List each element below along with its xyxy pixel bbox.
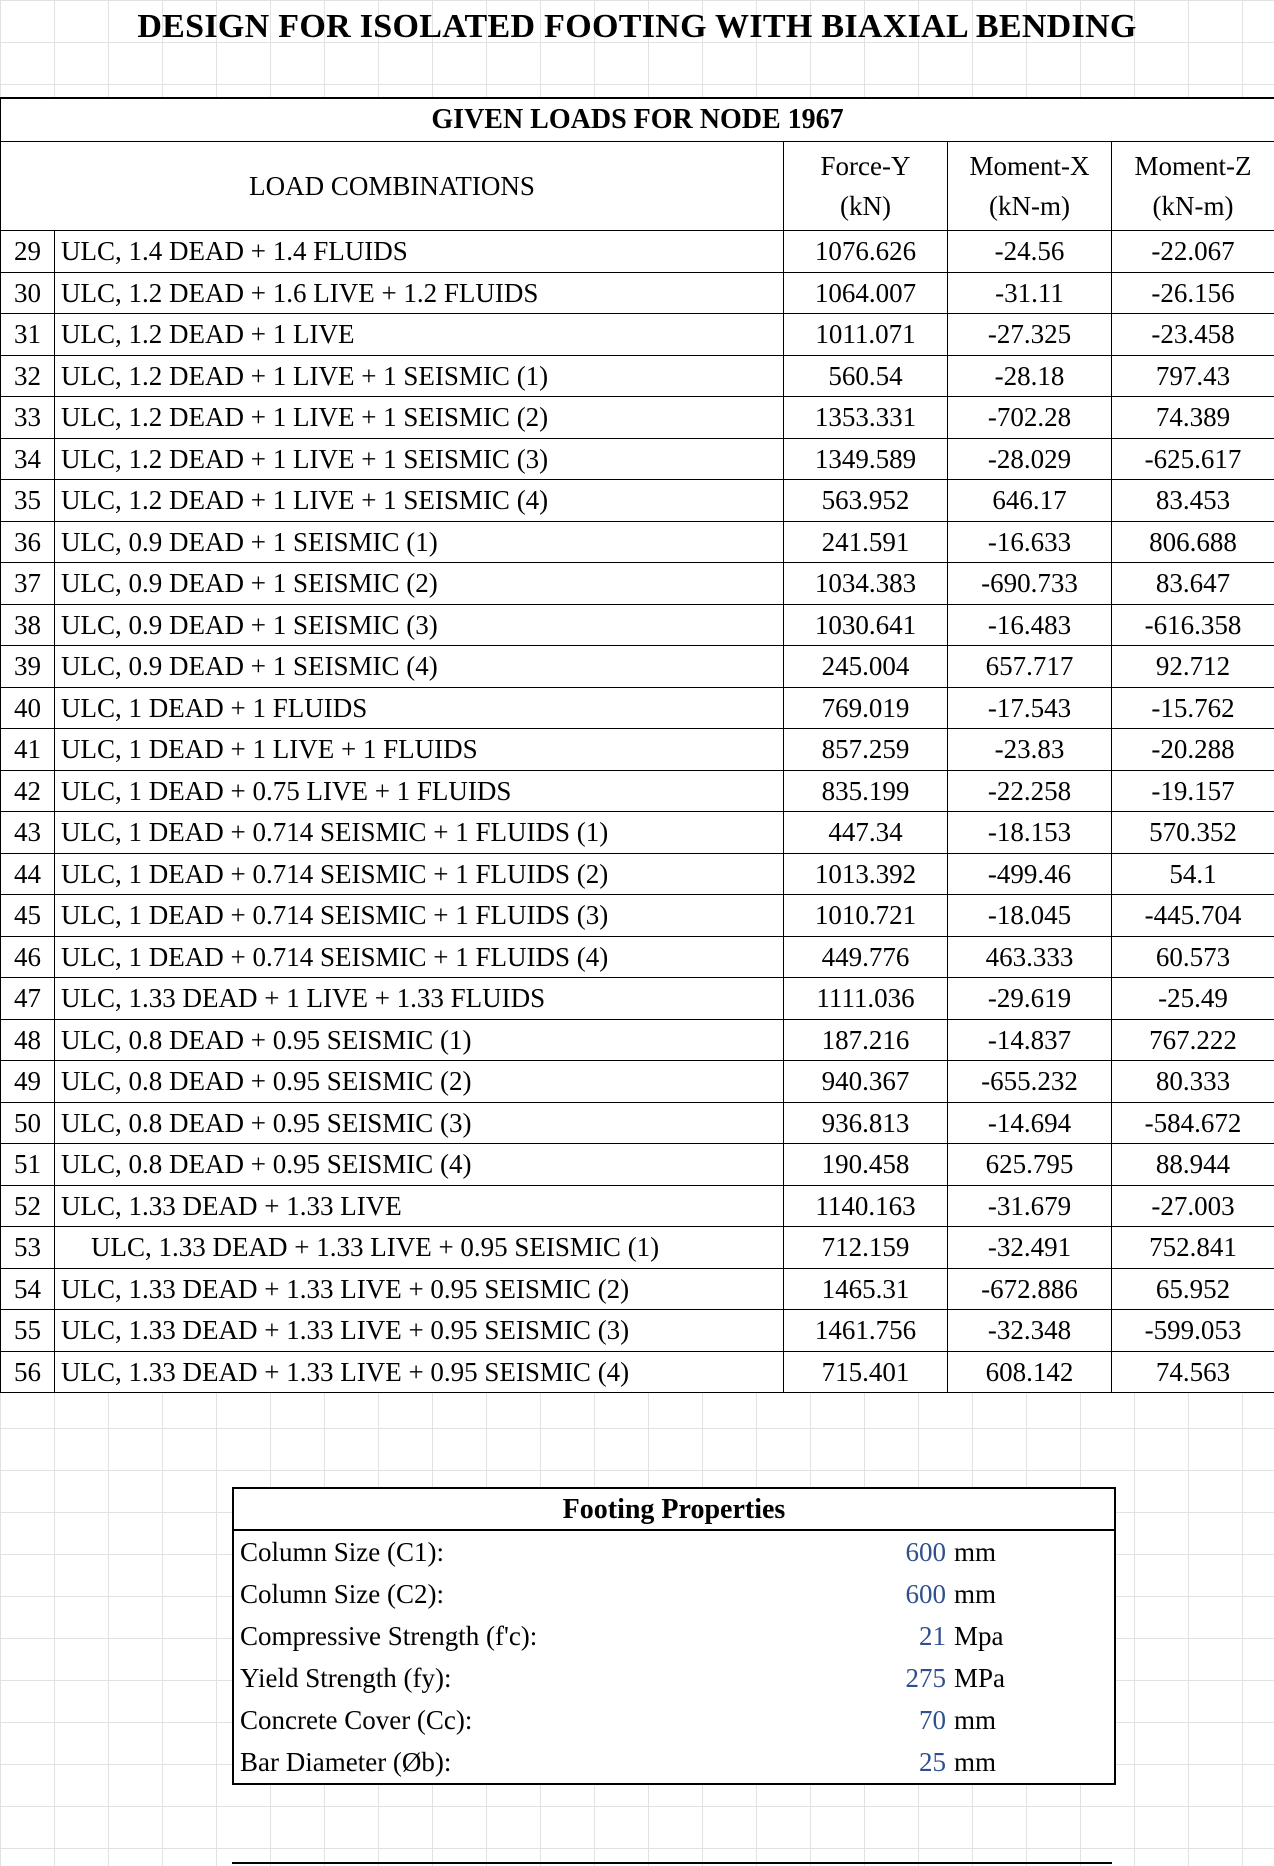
row-number: 29	[1, 231, 55, 273]
row-number: 51	[1, 1144, 55, 1186]
row-number: 55	[1, 1310, 55, 1352]
moment-z-value: 806.688	[1112, 521, 1274, 563]
moment-x-value: -655.232	[948, 1061, 1112, 1103]
moment-x-value: -27.325	[948, 314, 1112, 356]
combination-name: ULC, 1.33 DEAD + 1.33 LIVE + 0.95 SEISMIC (2)	[55, 1268, 784, 1310]
table-row	[1, 1227, 1274, 1269]
table-row	[1, 231, 1274, 273]
prop-column-size-c1	[234, 1531, 1114, 1573]
moment-z-value: -15.762	[1112, 687, 1274, 729]
row-number: 56	[1, 1351, 55, 1393]
moment-x-value: -28.18	[948, 355, 1112, 397]
moment-z-value: 83.647	[1112, 563, 1274, 605]
force-y-value: 245.004	[784, 646, 948, 688]
prop-unit: mm	[954, 1747, 997, 1777]
moment-x-value: -31.11	[948, 272, 1112, 314]
force-y-value: 1461.756	[784, 1310, 948, 1352]
row-number: 30	[1, 272, 55, 314]
moment-x-value: -14.837	[948, 1019, 1112, 1061]
force-y-value: 1076.626	[784, 231, 948, 273]
table-row	[1, 272, 1274, 314]
table-row	[1, 729, 1274, 771]
table-row	[1, 521, 1274, 563]
force-y-value: 1111.036	[784, 978, 948, 1020]
force-y-value: 940.367	[784, 1061, 948, 1103]
combination-name: ULC, 1 DEAD + 1 LIVE + 1 FLUIDS	[55, 729, 784, 771]
row-number: 45	[1, 895, 55, 937]
combination-name: ULC, 0.8 DEAD + 0.95 SEISMIC (4)	[55, 1144, 784, 1186]
force-y-value: 563.952	[784, 480, 948, 522]
row-number: 37	[1, 563, 55, 605]
prop-unit: mm	[954, 1705, 997, 1735]
combination-name: ULC, 1 DEAD + 0.75 LIVE + 1 FLUIDS	[55, 770, 784, 812]
force-y-value: 560.54	[784, 355, 948, 397]
row-number: 31	[1, 314, 55, 356]
prop-yield-strength	[234, 1657, 1114, 1699]
moment-z-value: -19.157	[1112, 770, 1274, 812]
prop-value[interactable]: 600	[905, 1537, 946, 1567]
row-number: 43	[1, 812, 55, 854]
bottom-border-line	[232, 1862, 1112, 1864]
row-number: 42	[1, 770, 55, 812]
prop-label: Column Size (C2):	[240, 1579, 444, 1609]
loads-section-title: GIVEN LOADS FOR NODE 1967	[1, 98, 1274, 142]
moment-x-value: -14.694	[948, 1102, 1112, 1144]
moment-z-value: 74.563	[1112, 1351, 1274, 1393]
table-row	[1, 1144, 1274, 1186]
force-y-value: 449.776	[784, 936, 948, 978]
row-number: 34	[1, 438, 55, 480]
header-force-y	[784, 142, 948, 231]
table-row	[1, 1019, 1274, 1061]
row-number: 47	[1, 978, 55, 1020]
moment-z-value: 752.841	[1112, 1227, 1274, 1269]
table-row	[1, 1268, 1274, 1310]
header-force-y-unit: (kN)	[840, 191, 891, 221]
moment-z-value: 80.333	[1112, 1061, 1274, 1103]
moment-z-value: 74.389	[1112, 397, 1274, 439]
row-number: 35	[1, 480, 55, 522]
moment-x-value: -16.483	[948, 604, 1112, 646]
force-y-value: 1010.721	[784, 895, 948, 937]
moment-z-value: -23.458	[1112, 314, 1274, 356]
moment-z-value: 65.952	[1112, 1268, 1274, 1310]
moment-x-value: -499.46	[948, 853, 1112, 895]
row-number: 48	[1, 1019, 55, 1061]
moment-x-value: -28.029	[948, 438, 1112, 480]
force-y-value: 241.591	[784, 521, 948, 563]
table-row	[1, 604, 1274, 646]
row-number: 38	[1, 604, 55, 646]
table-row	[1, 1102, 1274, 1144]
row-number: 46	[1, 936, 55, 978]
moment-x-value: -690.733	[948, 563, 1112, 605]
combination-name: ULC, 1.33 DEAD + 1.33 LIVE	[55, 1185, 784, 1227]
moment-z-value: 797.43	[1112, 355, 1274, 397]
table-row	[1, 895, 1274, 937]
table-row	[1, 480, 1274, 522]
moment-x-value: -18.153	[948, 812, 1112, 854]
table-row	[1, 1351, 1274, 1393]
force-y-value: 1034.383	[784, 563, 948, 605]
moment-z-value: 54.1	[1112, 853, 1274, 895]
prop-concrete-cover	[234, 1699, 1114, 1741]
table-row	[1, 646, 1274, 688]
combination-name: ULC, 0.9 DEAD + 1 SEISMIC (1)	[55, 521, 784, 563]
header-moment-x-label: Moment-X	[969, 151, 1090, 181]
prop-value[interactable]: 275	[905, 1663, 946, 1693]
moment-z-value: -20.288	[1112, 729, 1274, 771]
row-number: 36	[1, 521, 55, 563]
moment-x-value: -32.348	[948, 1310, 1112, 1352]
moment-x-value: 657.717	[948, 646, 1112, 688]
force-y-value: 1013.392	[784, 853, 948, 895]
table-row	[1, 812, 1274, 854]
force-y-value: 1353.331	[784, 397, 948, 439]
combination-name: ULC, 1.33 DEAD + 1 LIVE + 1.33 FLUIDS	[55, 978, 784, 1020]
moment-z-value: -445.704	[1112, 895, 1274, 937]
row-number: 54	[1, 1268, 55, 1310]
prop-value[interactable]: 70	[919, 1705, 946, 1735]
table-row	[1, 397, 1274, 439]
combination-name: ULC, 1.2 DEAD + 1 LIVE + 1 SEISMIC (1)	[55, 355, 784, 397]
row-number: 32	[1, 355, 55, 397]
table-row	[1, 936, 1274, 978]
row-number: 40	[1, 687, 55, 729]
table-row	[1, 687, 1274, 729]
combination-name: ULC, 1.33 DEAD + 1.33 LIVE + 0.95 SEISMIC (4)	[55, 1351, 784, 1393]
prop-label: Bar Diameter (Øb):	[240, 1747, 452, 1777]
prop-unit: MPa	[954, 1663, 1006, 1693]
header-moment-z-unit: (kN-m)	[1152, 191, 1234, 221]
prop-bar-diameter	[234, 1741, 1114, 1783]
force-y-value: 769.019	[784, 687, 948, 729]
combination-name: ULC, 1 DEAD + 0.714 SEISMIC + 1 FLUIDS (3)	[55, 895, 784, 937]
prop-unit: mm	[954, 1579, 997, 1609]
row-number: 50	[1, 1102, 55, 1144]
table-row	[1, 770, 1274, 812]
table-row	[1, 1061, 1274, 1103]
moment-x-value: 646.17	[948, 480, 1112, 522]
force-y-value: 712.159	[784, 1227, 948, 1269]
moment-x-value: 608.142	[948, 1351, 1112, 1393]
moment-x-value: -23.83	[948, 729, 1112, 771]
footing-properties-panel	[232, 1487, 1116, 1785]
moment-z-value: 92.712	[1112, 646, 1274, 688]
prop-label: Column Size (C1):	[240, 1537, 444, 1567]
prop-compressive-strength	[234, 1615, 1114, 1657]
header-moment-x	[948, 142, 1112, 231]
moment-x-value: -672.886	[948, 1268, 1112, 1310]
header-moment-x-unit: (kN-m)	[989, 191, 1070, 221]
row-number: 52	[1, 1185, 55, 1227]
force-y-value: 715.401	[784, 1351, 948, 1393]
moment-z-value: 60.573	[1112, 936, 1274, 978]
force-y-value: 1140.163	[784, 1185, 948, 1227]
table-row	[1, 978, 1274, 1020]
moment-x-value: -17.543	[948, 687, 1112, 729]
combination-name: ULC, 1 DEAD + 0.714 SEISMIC + 1 FLUIDS (1)	[55, 812, 784, 854]
page-title: DESIGN FOR ISOLATED FOOTING WITH BIAXIAL BENDING	[137, 8, 1137, 45]
moment-x-value: -29.619	[948, 978, 1112, 1020]
table-row	[1, 1185, 1274, 1227]
combination-name: ULC, 0.9 DEAD + 1 SEISMIC (3)	[55, 604, 784, 646]
combination-name: ULC, 0.8 DEAD + 0.95 SEISMIC (1)	[55, 1019, 784, 1061]
moment-z-value: -625.617	[1112, 438, 1274, 480]
moment-z-value: -584.672	[1112, 1102, 1274, 1144]
combination-name: ULC, 1.4 DEAD + 1.4 FLUIDS	[55, 231, 784, 273]
moment-z-value: 767.222	[1112, 1019, 1274, 1061]
prop-column-size-c2	[234, 1573, 1114, 1615]
force-y-value: 190.458	[784, 1144, 948, 1186]
force-y-value: 447.34	[784, 812, 948, 854]
moment-x-value: 625.795	[948, 1144, 1112, 1186]
force-y-value: 1030.641	[784, 604, 948, 646]
force-y-value: 1349.589	[784, 438, 948, 480]
moment-z-value: -599.053	[1112, 1310, 1274, 1352]
table-row	[1, 438, 1274, 480]
combination-name: ULC, 1 DEAD + 0.714 SEISMIC + 1 FLUIDS (4)	[55, 936, 784, 978]
moment-x-value: -702.28	[948, 397, 1112, 439]
footing-properties-title: Footing Properties	[234, 1489, 1114, 1531]
combination-name: ULC, 1 DEAD + 1 FLUIDS	[55, 687, 784, 729]
force-y-value: 187.216	[784, 1019, 948, 1061]
force-y-value: 857.259	[784, 729, 948, 771]
moment-z-value: -22.067	[1112, 231, 1274, 273]
row-number: 49	[1, 1061, 55, 1103]
combination-name: ULC, 1.2 DEAD + 1 LIVE	[55, 314, 784, 356]
moment-x-value: -22.258	[948, 770, 1112, 812]
prop-label: Compressive Strength (f'c):	[240, 1621, 538, 1651]
moment-z-value: 83.453	[1112, 480, 1274, 522]
moment-x-value: -18.045	[948, 895, 1112, 937]
prop-unit: mm	[954, 1537, 997, 1567]
combination-name: ULC, 0.8 DEAD + 0.95 SEISMIC (2)	[55, 1061, 784, 1103]
force-y-value: 835.199	[784, 770, 948, 812]
table-row	[1, 1310, 1274, 1352]
prop-value[interactable]: 600	[905, 1579, 946, 1609]
prop-value[interactable]: 25	[919, 1747, 946, 1777]
moment-x-value: 463.333	[948, 936, 1112, 978]
prop-label: Concrete Cover (Cc):	[240, 1705, 473, 1735]
moment-x-value: -32.491	[948, 1227, 1112, 1269]
header-load-combinations: LOAD COMBINATIONS	[1, 142, 784, 231]
row-number: 53	[1, 1227, 55, 1269]
combination-name: ULC, 0.8 DEAD + 0.95 SEISMIC (3)	[55, 1102, 784, 1144]
loads-table	[0, 97, 1274, 1393]
moment-z-value: 570.352	[1112, 812, 1274, 854]
prop-label: Yield Strength (fy):	[240, 1663, 452, 1693]
table-row	[1, 355, 1274, 397]
table-row	[1, 314, 1274, 356]
header-force-y-label: Force-Y	[820, 151, 911, 181]
combination-name: ULC, 1.2 DEAD + 1 LIVE + 1 SEISMIC (2)	[55, 397, 784, 439]
header-moment-z-label: Moment-Z	[1134, 151, 1252, 181]
combination-name: ULC, 0.9 DEAD + 1 SEISMIC (4)	[55, 646, 784, 688]
table-row	[1, 563, 1274, 605]
moment-z-value: -616.358	[1112, 604, 1274, 646]
row-number: 41	[1, 729, 55, 771]
row-number: 33	[1, 397, 55, 439]
row-number: 44	[1, 853, 55, 895]
combination-name: ULC, 1.33 DEAD + 1.33 LIVE + 0.95 SEISMIC (1)	[55, 1227, 784, 1269]
force-y-value: 1465.31	[784, 1268, 948, 1310]
moment-z-value: -25.49	[1112, 978, 1274, 1020]
row-number: 39	[1, 646, 55, 688]
moment-x-value: -24.56	[948, 231, 1112, 273]
combination-name: ULC, 1.2 DEAD + 1.6 LIVE + 1.2 FLUIDS	[55, 272, 784, 314]
moment-z-value: -27.003	[1112, 1185, 1274, 1227]
force-y-value: 1064.007	[784, 272, 948, 314]
combination-name: ULC, 1.2 DEAD + 1 LIVE + 1 SEISMIC (4)	[55, 480, 784, 522]
combination-name: ULC, 0.9 DEAD + 1 SEISMIC (2)	[55, 563, 784, 605]
header-moment-z	[1112, 142, 1274, 231]
moment-x-value: -31.679	[948, 1185, 1112, 1227]
moment-z-value: -26.156	[1112, 272, 1274, 314]
force-y-value: 1011.071	[784, 314, 948, 356]
force-y-value: 936.813	[784, 1102, 948, 1144]
prop-unit: Mpa	[954, 1621, 1004, 1651]
combination-name: ULC, 1.2 DEAD + 1 LIVE + 1 SEISMIC (3)	[55, 438, 784, 480]
prop-value[interactable]: 21	[919, 1621, 946, 1651]
moment-z-value: 88.944	[1112, 1144, 1274, 1186]
moment-x-value: -16.633	[948, 521, 1112, 563]
combination-name: ULC, 1.33 DEAD + 1.33 LIVE + 0.95 SEISMIC (3)	[55, 1310, 784, 1352]
combination-name: ULC, 1 DEAD + 0.714 SEISMIC + 1 FLUIDS (2)	[55, 853, 784, 895]
table-row	[1, 853, 1274, 895]
